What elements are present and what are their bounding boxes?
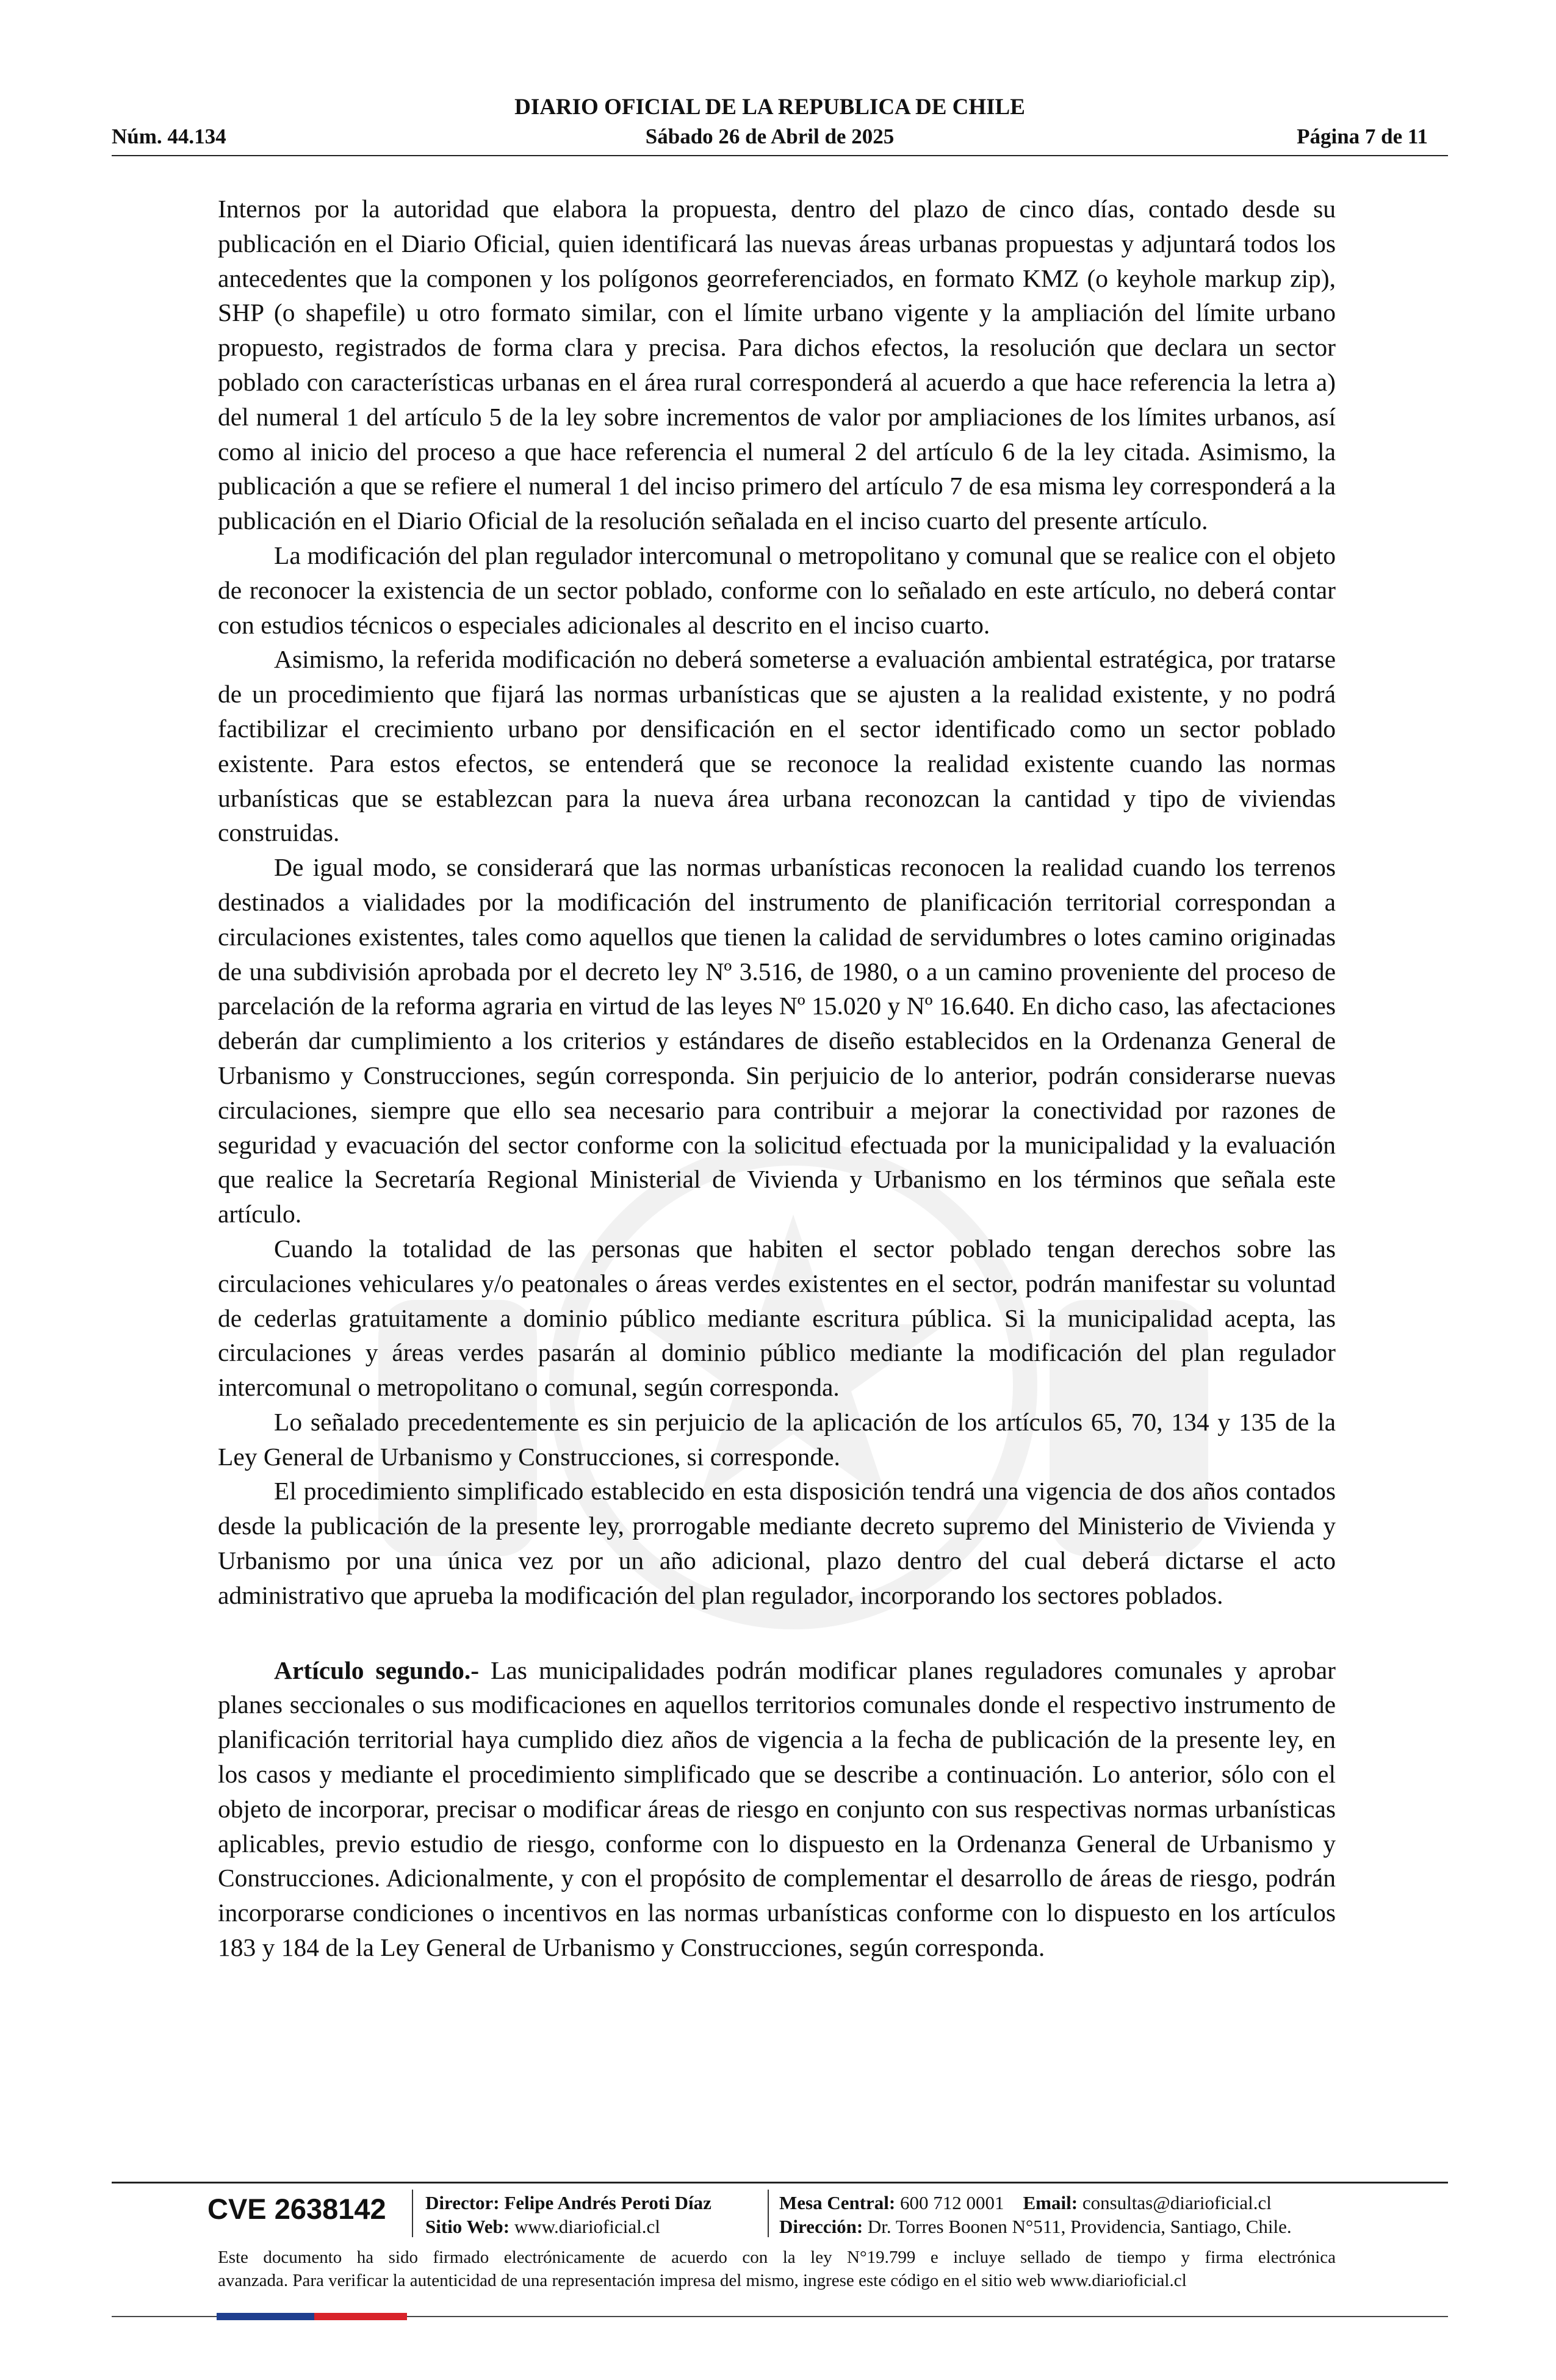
website-label: Sitio Web: [425,2216,510,2237]
director-name: Felipe Andrés Peroti Díaz [504,2192,711,2213]
email-link[interactable]: consultas@diarioficial.cl [1082,2192,1272,2213]
legal-notice-line1: Este documento ha sido firmado electrónicamente de acuerdo con la ley N°19.799 e incluye sellado de tiempo y firma electrónica [218,2248,1336,2267]
document-body [218,192,1336,1965]
paragraph: Asimismo, la referida modificación no deberá someterse a evaluación ambiental estratégica, por tratarse de un procedimiento que fijará las normas urbanísticas que se ajusten a la realidad existente, y no podrá factibilizar el crecimiento urbano por densificación en el sector identificado como un sector poblado existente. Para estos efectos, se entenderá que se reconoce la realidad existente cuando las normas urbanísticas que se establezcan para la nueva área urbana reconozcan la cantidad y tipo de viviendas construidas. [218,645,1336,847]
address-text: Dr. Torres Boonen N°511, Providencia, Santiago, Chile. [867,2216,1292,2237]
footer-divider [112,2182,1448,2183]
paragraph: La modificación del plan regulador intercomunal o metropolitano y comunal que se realice con el objeto de reconocer la existencia de un sector poblado, conforme con lo señalado en este artículo, no deberá contar con estudios técnicos o especiales adicionales al descrito en el inciso cuarto. [218,541,1336,639]
article-text: Las municipalidades podrán modificar planes reguladores comunales y aprobar planes seccionales o sus modificaciones en aquellos territorios comunales donde el respectivo instrumento de planificación territorial haya cumplido diez años de vigencia a la fecha de publicación de la presente ley, en los casos y mediante el procedimiento simplificado que se describe a continuación. Lo anterior, sólo con el objeto de incorporar, precisar o modificar áreas de riesgo en conjunto con sus respectivas normas urbanísticas aplicables, previo estudio de riesgo, conforme con lo dispuesto en la Ordenanza General de Urbanismo y Construcciones. Adicionalmente, y con el propósito de complementar el desarrollo de áreas de riesgo, podrán incorporarse condiciones o incentivos en las normas urbanísticas conforme con lo dispuesto en los artículos 183 y 184 de la Ley General de Urbanismo y Construcciones, según corresponda. [218,1656,1336,1962]
director-block [425,2191,711,2238]
article-title: Artículo segundo.- [274,1656,480,1684]
paragraph: Cuando la totalidad de las personas que habiten el sector poblado tengan derechos sobre las circulaciones vehiculares y/o peatonales o áreas verdes existentes en el sector, podrán manifestar su voluntad de cederlas gratuitamente a dominio público mediante escritura pública. Si la municipalidad acepta, las circulaciones y áreas verdes pasarán al dominio público mediante la modificación del plan regulador intercomunal o metropolitano o comunal, según corresponda. [218,1234,1336,1402]
flag-stripe-red [314,2313,407,2320]
page-number: Página 7 de 11 [1297,124,1428,148]
publication-date: Sábado 26 de Abril de 2025 [645,124,895,148]
mesa-label: Mesa Central: [779,2192,896,2213]
issue-number: Núm. 44.134 [112,124,226,148]
footer-separator [412,2190,413,2237]
address-label: Dirección: [779,2216,863,2237]
page-header [112,93,1428,154]
contact-block [779,2191,1292,2238]
footer-separator [768,2190,769,2237]
director-label: Director: [425,2192,500,2213]
cve-code: CVE 2638142 [207,2193,386,2225]
website-link[interactable]: www.diarioficial.cl [514,2216,660,2237]
legal-notice-line2: avanzada. Para verificar la autenticidad de una representación impresa del mismo, ingrese este código en el sitio web www.diarioficial.cl [218,2271,1187,2290]
header-divider [112,155,1448,156]
paragraph: De igual modo, se considerará que las normas urbanísticas reconocen la realidad cuando los terrenos destinados a vialidades por la modificación del instrumento de planificación territorial correspondan a circulaciones existentes, tales como aquellos que tienen la calidad de servidumbres o lotes camino originadas de una subdivisión aprobada por el decreto ley Nº 3.516, de 1980, o a un camino proveniente del proceso de parcelación de la reforma agraria en virtud de las leyes Nº 15.020 y Nº 16.640. En dicho caso, las afectaciones deberán dar cumplimiento a los criterios y estándares de diseño establecidos en la Ordenanza General de Urbanismo y Construcciones, según corresponda. Sin perjuicio de lo anterior, podrán considerarse nuevas circulaciones, siempre que ello sea necesario para contribuir a mejorar la conectividad por razones de seguridad y evacuación del sector conforme con la solicitud efectuada por la municipalidad y la evaluación que realice la Secretaría Regional Ministerial de Vivienda y Urbanismo en los términos que señala este artículo. [218,853,1336,1228]
paragraph: Lo señalado precedentemente es sin perjuicio de la aplicación de los artículos 65, 70, 134 y 135 de la Ley General de Urbanismo y Construcciones, si corresponde. [218,1407,1336,1471]
paragraph: El procedimiento simplificado establecido en esta disposición tendrá una vigencia de dos años contados desde la publicación de la presente ley, prorrogable mediante decreto supremo del Ministerio de Vivienda y Urbanismo por una única vez por un año adicional, plazo dentro del cual deberá dictarse el acto administrativo que aprueba la modificación del plan regulador, incorporando los sectores poblados. [218,1477,1336,1609]
publication-title: DIARIO OFICIAL DE LA REPUBLICA DE CHILE [514,95,1025,120]
article-segundo-paragraph [218,1653,1336,1965]
flag-stripe-blue [217,2313,314,2320]
mesa-phone: 600 712 0001 [900,2192,1004,2213]
email-label: Email: [1023,2192,1078,2213]
paragraph: Internos por la autoridad que elabora la propuesta, dentro del plazo de cinco días, contado desde su publicación en el Diario Oficial, quien identificará las nuevas áreas urbanas propuestas y adjuntará todos los antecedentes que la componen y los polígonos georreferenciados, en formato KMZ (o keyhole markup zip), SHP (o shapefile) u otro formato similar, con el límite urbano vigente y la ampliación del límite urbano propuesto, registrados de forma clara y precisa. Para dichos efectos, la resolución que declara un sector poblado con características urbanas en el área rural corresponderá al acuerdo a que hace referencia la letra a) del numeral 1 del artículo 5 de la ley sobre incrementos de valor por ampliaciones de los límites urbanos, así como al inicio del proceso a que hace referencia el numeral 2 del artículo 6 de la ley citada. Asimismo, la publicación a que se refiere el numeral 1 del inciso primero del artículo 7 de esa misma ley corresponderá a la publicación en el Diario Oficial de la resolución señalada en el inciso cuarto del presente artículo. [218,195,1336,535]
